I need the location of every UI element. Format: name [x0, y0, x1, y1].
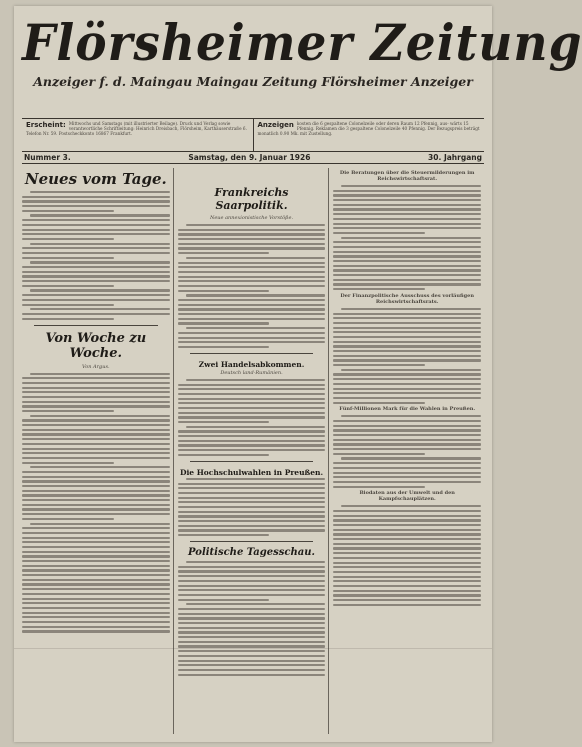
article-subheadline: Fünf-Millionen Mark für die Wahlen in Preußen.	[339, 406, 476, 413]
column-right	[333, 168, 484, 734]
article-body-text	[178, 478, 326, 536]
article-body-text	[22, 373, 170, 633]
newspaper-title: Flörsheimer Zeitung	[22, 14, 582, 73]
schedule-label: Erscheint:	[26, 121, 66, 129]
article-subheadline: Biodaten aus der Umwelt und den Kampfschauplätzen.	[359, 490, 455, 503]
newspaper-page	[14, 6, 582, 742]
article-columns	[22, 168, 484, 734]
article-body-text	[22, 191, 170, 320]
headline-frankreichs-saarpolitik: Frankreichs Saarpolitik.	[214, 186, 289, 212]
page-fold-shadow	[14, 648, 492, 649]
article-body-text	[178, 224, 326, 348]
column-left	[22, 168, 174, 734]
column-middle	[178, 168, 330, 734]
article-subheadline: Deutsch land-Rumänien.	[220, 369, 283, 376]
schedule-text: Mittwochs und Samstags (mit illustrierter Beilage). Druck und Verlag sowie verantwortliche Schriftleitung: Heinrich Dreisbach, Flörsheim, Karthäuserstraße 6. Telefon Nr. 59. Postscheckkonto 16867 Frankfurt.	[26, 121, 247, 136]
article-body-text	[333, 505, 481, 606]
newspaper-subtitle: Anzeiger f. d. Maingau Maingau Zeitung Flörsheimer Anzeiger	[33, 74, 473, 89]
headline-neues-vom-tage: Neues vom Tage.	[24, 170, 167, 188]
ads-label: Anzeigen	[257, 121, 294, 129]
advertising-rates	[253, 119, 485, 151]
article-body-text	[333, 415, 481, 488]
issue-number: Nummer 3.	[24, 153, 71, 162]
issue-year: 30. Jahrgang	[428, 153, 482, 162]
headline-zwei-handelsabkommen: Zwei Handelsabkommen.	[198, 359, 305, 369]
masthead	[22, 14, 582, 106]
headline-von-woche-zu-woche: Von Woche zu Woche.	[45, 330, 147, 361]
issue-date: Samstag, den 9. Januar 1926	[188, 153, 311, 162]
headline-hochschulwahlen: Die Hochschulwahlen in Preußen.	[179, 467, 324, 477]
issue-bar	[22, 152, 484, 164]
article-body-text	[333, 185, 481, 290]
publication-info-bar	[22, 118, 484, 152]
article-body-text	[178, 379, 326, 456]
publication-schedule	[22, 119, 253, 151]
headline-politische-tagesschau: Politische Tagesschau.	[188, 547, 315, 559]
article-author: Von Argus.	[82, 363, 110, 370]
article-body-text	[333, 308, 481, 404]
article-body-text	[178, 561, 326, 676]
article-intro-heading: Die Beratungen über die Steuermilderungen im Reichswirtschaftsrat.	[339, 170, 475, 182]
ads-text: kosten die 6 gespaltene Colonelzeile oder deren Raum 12 Pfennig, aus- wärts 15 Pfennig. Reklamen die 3 gespaltene Colonelzeile 40 Pfennig. Der Bezugspreis beträgt monatlich 0.90 Mk. mit Zustellung.	[257, 121, 480, 136]
article-subheadline: Der Finanzpolitische Ausschuss des vorläufigen Reichswirtschaftsrats.	[340, 292, 474, 305]
article-subheadline: Neue annexionistische Vorstöße.	[209, 215, 294, 221]
